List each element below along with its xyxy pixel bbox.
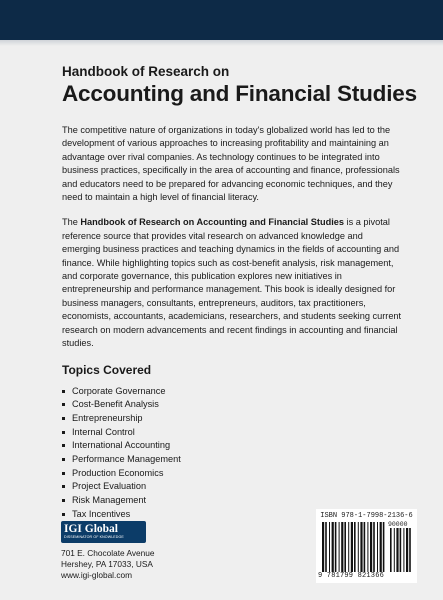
paragraph-2-intro: The xyxy=(62,217,81,228)
barcode-bar xyxy=(364,522,366,572)
top-band-shadow xyxy=(0,40,443,46)
topic-item: Production Economics xyxy=(62,467,402,481)
barcode-bar xyxy=(409,528,411,572)
top-color-band xyxy=(0,0,443,40)
barcode-bar xyxy=(322,522,324,572)
barcode-bar xyxy=(380,522,382,572)
book-subtitle: Handbook of Research on xyxy=(62,64,230,79)
barcode-bar xyxy=(390,528,392,572)
topic-item: Cost-Benefit Analysis xyxy=(62,398,402,412)
topic-item: Project Evaluation xyxy=(62,480,402,494)
publisher-website: www.igi-global.com xyxy=(61,570,133,580)
ean-digits: 9 781799 821366 xyxy=(318,572,385,580)
back-cover-content xyxy=(62,64,417,522)
barcode-bar xyxy=(400,528,402,572)
ean-barcode-graphic xyxy=(322,522,386,572)
barcode-bar xyxy=(377,522,378,572)
barcode-bar xyxy=(406,528,408,572)
barcode-bar xyxy=(383,522,385,572)
barcode-bar xyxy=(403,528,404,572)
topic-item: Internal Control xyxy=(62,426,402,440)
barcode-bar xyxy=(341,522,343,572)
description-paragraph-2 xyxy=(62,216,402,350)
barcode-bar xyxy=(373,522,375,572)
barcode-bar xyxy=(325,522,327,572)
topic-item: Corporate Governance xyxy=(62,385,402,399)
barcode-bar xyxy=(367,522,368,572)
publisher-address xyxy=(61,548,155,581)
address-line-2: Hershey, PA 17033, USA xyxy=(61,559,153,569)
barcode-bar xyxy=(344,522,346,572)
topic-item: Tax Incentives xyxy=(62,508,402,522)
address-line-1: 701 E. Chocolate Avenue xyxy=(61,548,155,558)
topics-heading: Topics Covered xyxy=(62,362,152,377)
paragraph-2-body: is a pivotal reference source that provides vital research on advanced knowledge and emerging business practices and teaching dynamics in the fields of accounting and finance. While highlighting topics such as cost-benefit analysis, risk management, and corporate governance, this publication explores new initiatives in entrepreneurship and performance management. This book is ideally designed for business managers, consultants, entrepreneurs, auditors, tax practitioners, economists, accountants, academicians, researchers, and students seeking current research on modern advancements and recent findings in accounting and financial studies. xyxy=(62,217,402,349)
barcode-bar xyxy=(394,528,395,572)
logo-name: IGI Global xyxy=(64,523,119,535)
publisher-logo xyxy=(61,521,146,543)
description-paragraph-1: The competitive nature of organizations in today's globalized world has led to the development of various approaches to increasing profitability and maintaining an advantage over rival companies. As technology continues to be integrated into business practices, specifically in the area of accounting and finance, professionals and educators need to be prepared for advancing economic techniques, and they need to maintain a high level of financial literacy. xyxy=(62,125,400,203)
barcode-bars xyxy=(322,522,411,572)
topic-item: Entrepreneurship xyxy=(62,412,402,426)
barcode-bar xyxy=(354,522,356,572)
barcode-bar xyxy=(370,522,372,572)
addon-digits: 90000 xyxy=(388,521,408,528)
topic-item: Performance Management xyxy=(62,453,402,467)
topics-list xyxy=(62,385,402,522)
barcode-bar xyxy=(348,522,349,572)
barcode-bar xyxy=(335,522,337,572)
barcode-bar xyxy=(332,522,334,572)
paragraph-2-book-title: Handbook of Research on Accounting and Financial Studies xyxy=(80,217,344,228)
barcode-bar xyxy=(358,522,359,572)
book-title: Accounting and Financial Studies xyxy=(62,81,417,106)
barcode-bar xyxy=(329,522,330,572)
barcode-bar xyxy=(351,522,353,572)
isbn-text: ISBN 978-1-7998-2136-6 xyxy=(320,512,413,520)
barcode-bar xyxy=(396,528,398,572)
logo-tagline: DISSEMINATOR OF KNOWLEDGE xyxy=(64,535,124,539)
barcode-bar xyxy=(360,522,362,572)
barcode-bar xyxy=(339,522,340,572)
addon-barcode-graphic xyxy=(390,528,411,572)
topic-item: International Accounting xyxy=(62,439,402,453)
publisher-block xyxy=(61,521,155,581)
topic-item: Risk Management xyxy=(62,494,402,508)
isbn-barcode xyxy=(316,509,417,583)
